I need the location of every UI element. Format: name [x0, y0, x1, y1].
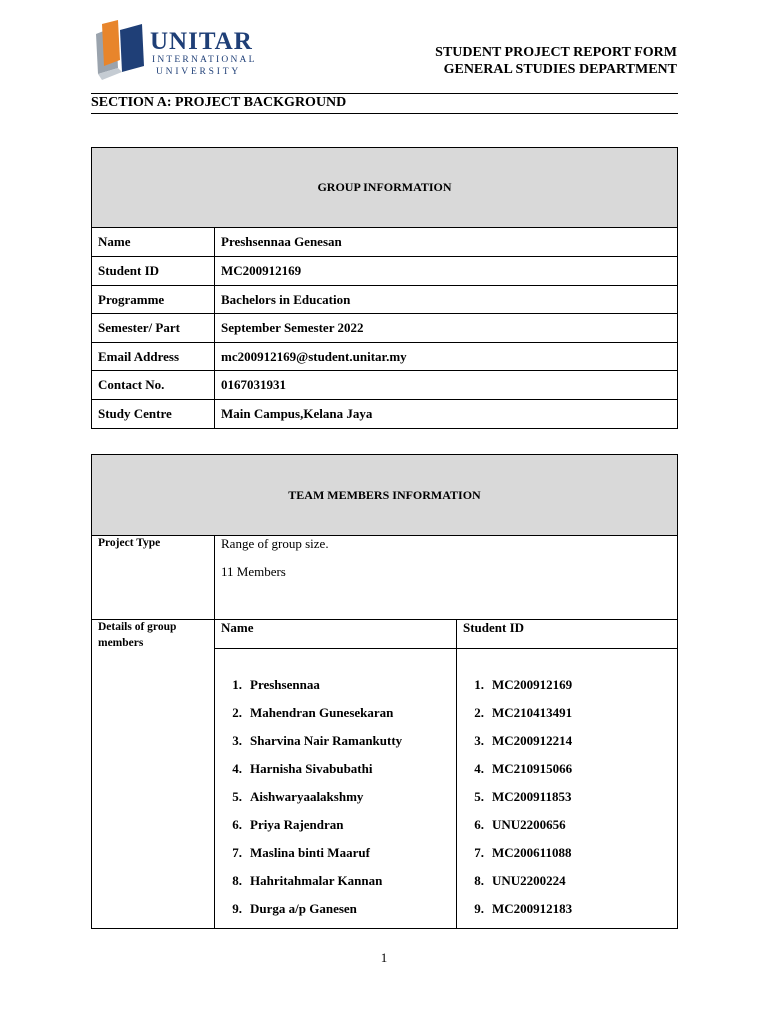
member-id-list — [458, 671, 572, 923]
list-item: 6. Priya Rajendran — [232, 817, 344, 832]
row-divider — [92, 619, 677, 620]
list-item: 2. MC210413491 — [474, 705, 573, 720]
table-row — [92, 257, 678, 286]
member-id: MC200912183 — [492, 901, 573, 916]
member-id: MC200912169 — [492, 677, 573, 692]
logo-line-1: INTERNATIONAL — [152, 55, 257, 65]
list-item: 8. Hahritahmalar Kannan — [232, 873, 383, 888]
list-item: 1. MC200912169 — [474, 677, 573, 692]
details-label-line-2: members — [98, 637, 144, 649]
student-id-column-header: Student ID — [463, 620, 525, 635]
row-label: Semester/ Part — [92, 314, 215, 343]
details-label — [98, 619, 176, 651]
column-divider — [456, 619, 457, 928]
member-id: UNU2200224 — [492, 873, 566, 888]
list-item: 7. MC200611088 — [474, 845, 572, 860]
member-name: Hahritahmalar Kannan — [250, 873, 383, 888]
member-id: MC210915066 — [492, 761, 573, 776]
row-label: Name — [92, 228, 215, 257]
row-value: September Semester 2022 — [215, 314, 678, 343]
list-item: 7. Maslina binti Maaruf — [232, 845, 370, 860]
team-info-banner: TEAM MEMBERS INFORMATION — [92, 455, 677, 536]
header-divider-top — [91, 93, 678, 94]
project-type-label: Project Type — [98, 537, 161, 549]
team-info-table — [91, 454, 678, 929]
table-row — [92, 400, 678, 429]
section-title: SECTION A: PROJECT BACKGROUND — [91, 95, 347, 110]
logo-brand-text: UNITAR — [150, 28, 253, 55]
row-value: Preshsennaa Genesan — [215, 228, 678, 257]
member-id: MC200912214 — [492, 733, 573, 748]
list-item: 9. Durga a/p Ganesen — [232, 901, 357, 916]
group-info-table — [91, 147, 678, 429]
table-row — [92, 343, 678, 371]
header-row-divider — [214, 648, 677, 649]
unitar-logo — [92, 20, 272, 92]
member-name: Harnisha Sivabubathi — [250, 761, 373, 776]
row-label: Email Address — [92, 343, 215, 371]
row-value: MC200912169 — [215, 257, 678, 286]
department-title: GENERAL STUDIES DEPARTMENT — [443, 62, 677, 77]
row-label: Study Centre — [92, 400, 215, 429]
range-of-group-size: Range of group size. — [221, 536, 329, 551]
member-name: Priya Rajendran — [250, 817, 344, 832]
table-row — [92, 371, 678, 400]
list-item: 2. Mahendran Gunesekaran — [232, 705, 394, 720]
form-header — [435, 44, 677, 78]
table-row — [92, 314, 678, 343]
row-value: mc200912169@student.unitar.my — [215, 343, 678, 371]
page-number: 1 — [380, 950, 388, 965]
header-divider-bottom — [91, 113, 678, 114]
row-label: Student ID — [92, 257, 215, 286]
form-title: STUDENT PROJECT REPORT FORM — [435, 45, 677, 60]
list-item: 3. MC200912214 — [474, 733, 573, 748]
member-id: MC200911853 — [492, 789, 572, 804]
member-name: Mahendran Gunesekaran — [250, 705, 394, 720]
members-count: 11 Members — [221, 564, 286, 579]
list-item: 4. Harnisha Sivabubathi — [232, 761, 373, 776]
table-row — [92, 286, 678, 314]
column-divider — [214, 535, 215, 928]
member-name: Aishwaryaalakshmy — [250, 789, 364, 804]
member-id: MC200611088 — [492, 845, 572, 860]
member-name-list — [216, 671, 402, 923]
member-id: MC210413491 — [492, 705, 573, 720]
book-logo-icon — [92, 20, 150, 82]
logo-line-2: UNIVERSITY — [156, 67, 241, 77]
member-name: Preshsennaa — [250, 677, 320, 692]
member-name: Durga a/p Ganesen — [250, 901, 357, 916]
list-item: 4. MC210915066 — [474, 761, 573, 776]
member-name: Sharvina Nair Ramankutty — [250, 733, 403, 748]
list-item: 5. MC200911853 — [474, 789, 572, 804]
list-item: 1. Preshsennaa — [232, 677, 320, 692]
list-item: 3. Sharvina Nair Ramankutty — [232, 733, 403, 748]
row-label: Programme — [92, 286, 215, 314]
row-value: Bachelors in Education — [215, 286, 678, 314]
list-item: 8. UNU2200224 — [474, 873, 566, 888]
name-column-header: Name — [221, 620, 254, 635]
list-item: 9. MC200912183 — [474, 901, 573, 916]
member-name: Maslina binti Maaruf — [250, 845, 370, 860]
row-value: 0167031931 — [215, 371, 678, 400]
list-item: 5. Aishwaryaalakshmy — [232, 789, 364, 804]
row-label: Contact No. — [92, 371, 215, 400]
table-row — [92, 228, 678, 257]
list-item: 6. UNU2200656 — [474, 817, 566, 832]
row-value: Main Campus,Kelana Jaya — [215, 400, 678, 429]
group-info-banner: GROUP INFORMATION — [92, 148, 678, 228]
details-label-line-1: Details of group — [98, 621, 177, 633]
member-id: UNU2200656 — [492, 817, 566, 832]
